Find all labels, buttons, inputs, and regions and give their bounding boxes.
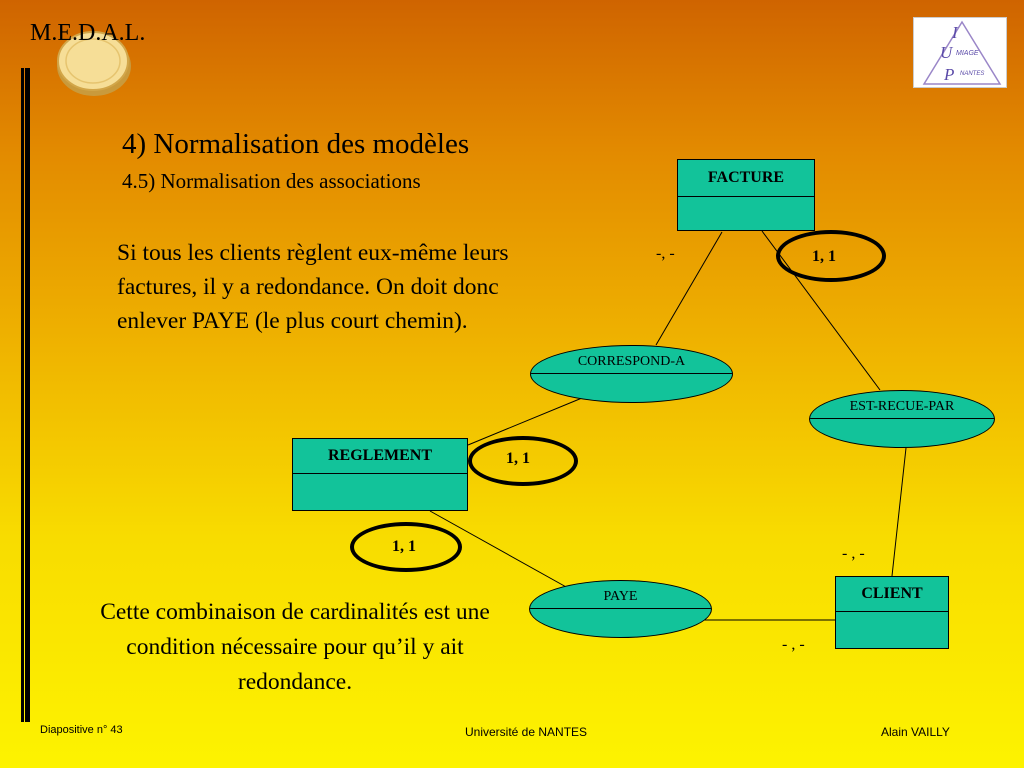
entity-reglement	[292, 438, 468, 511]
brand-title: M.E.D.A.L.	[30, 20, 146, 46]
logo-word-nantes: NANTES	[960, 71, 985, 77]
entity-reglement-name: REGLEMENT	[293, 439, 467, 474]
logo-letter-u: U	[940, 43, 953, 62]
association-correspond-a-name: CORRESPOND-A	[531, 346, 732, 374]
slide-title: 4) Normalisation des modèles	[122, 128, 470, 160]
association-est-recue-par	[809, 390, 995, 448]
condition-paragraph: Cette combinaison de cardinalités est une condition nécessaire pour qu’il y ait redondance.	[100, 599, 490, 695]
association-est-recue-par-name: EST-RECUE-PAR	[810, 391, 994, 419]
association-correspond-a	[530, 345, 733, 403]
cardinality-facture-correspond: -, -	[656, 245, 675, 262]
entity-client	[835, 576, 949, 649]
association-paye	[529, 580, 712, 638]
entity-client-name: CLIENT	[836, 577, 948, 612]
footer-slide-number: Diapositive n° 43	[40, 724, 123, 736]
footer-university: Université de NANTES	[465, 725, 588, 739]
cardinality-client-paye: - , -	[782, 636, 805, 653]
slide-subtitle: 4.5) Normalisation des associations	[122, 169, 421, 193]
logo-letter-i: I	[952, 23, 958, 42]
logo-letter-p: P	[944, 65, 955, 84]
link-est-recue-client	[892, 448, 906, 576]
explanation-paragraph: Si tous les clients règlent eux-même leurs factures, il y a redondance. On doit donc enlever PAYE (le plus court chemin).	[117, 240, 509, 334]
cardinality-facture-est-recue: 1, 1	[812, 248, 836, 265]
entity-facture	[677, 159, 815, 231]
cardinality-reglement-paye: 1, 1	[392, 538, 416, 555]
cardinality-reglement-correspond: 1, 1	[506, 450, 530, 467]
cardinality-client-est-recue: - , -	[842, 545, 865, 562]
footer-author: Alain VAILLY	[881, 725, 950, 739]
association-paye-name: PAYE	[530, 581, 711, 609]
logo-word-miage: MIAGE	[956, 50, 979, 57]
entity-facture-name: FACTURE	[678, 160, 814, 197]
